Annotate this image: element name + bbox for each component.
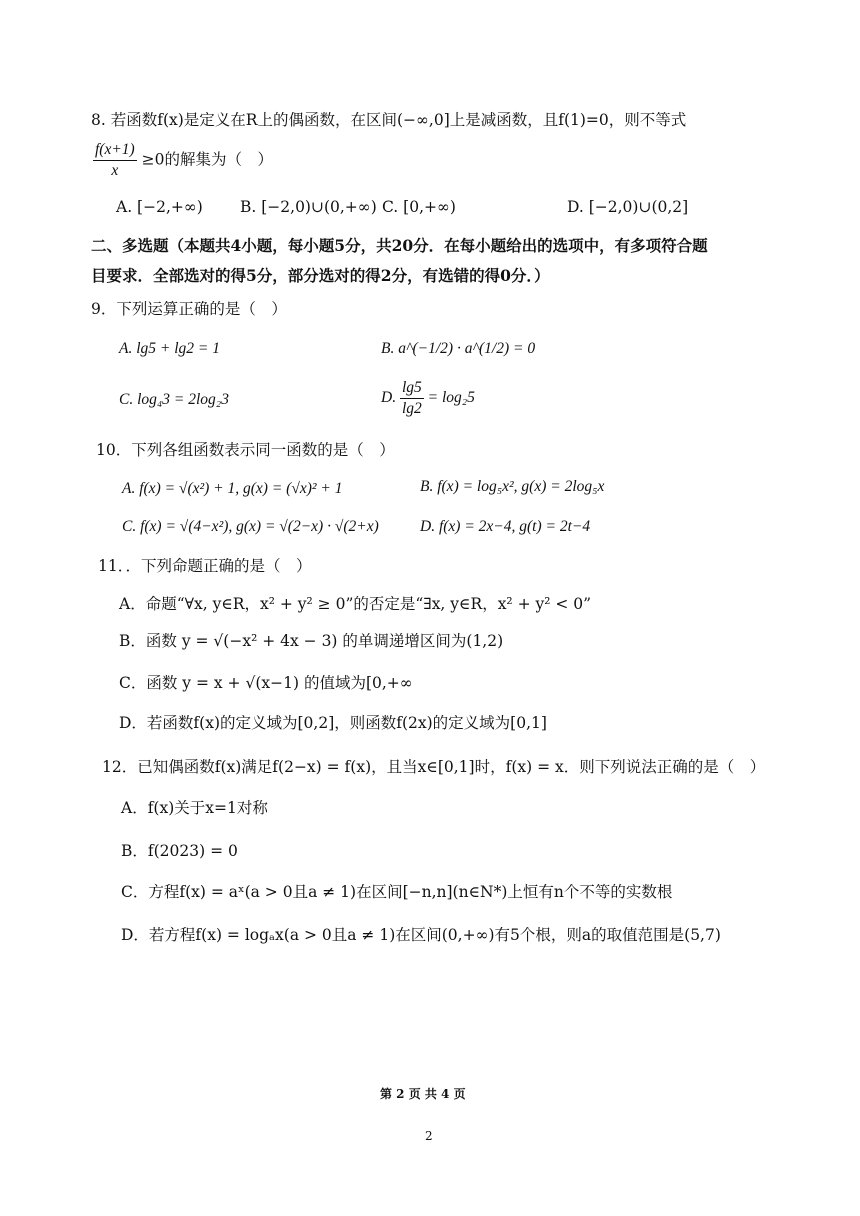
question-8-option-a: A. [−2,+∞)	[116, 198, 203, 216]
question-8-option-d: D. [−2,0)∪(0,2]	[567, 198, 689, 216]
question-11-option-d: D．若函数f(x)的定义域为[0,2]，则函数f(2x)的定义域为[0,1]	[119, 714, 547, 732]
question-9-fraction	[400, 378, 424, 419]
question-11-stem: 11．．下列命题正确的是（ ）	[98, 557, 312, 575]
question-9-option-b: B. a^(−1/2) · a^(1/2) = 0	[381, 340, 536, 357]
question-11-option-a: A．命题“∀x, y∈R，x² + y² ≥ 0”的否定是“∃x, y∈R，x² + y² < 0”	[119, 595, 592, 613]
question-9-option-a: A. lg5 + lg2 = 1	[119, 340, 220, 357]
question-9-option-d	[381, 378, 475, 419]
section-2-header-line1: 二、多选题（本题共4小题，每小题5分，共20分．在每小题给出的选项中，有多项符合题	[91, 236, 708, 255]
question-8-option-c: C. [0,+∞)	[382, 198, 456, 216]
question-9-option-c: C. log₄3 = 2log₂3	[119, 391, 229, 408]
question-12-stem: 12．已知偶函数f(x)满足f(2−x) = f(x)，且当x∈[0,1]时，f(x) = x．则下列说法正确的是（ ）	[102, 758, 766, 776]
fraction-denominator: x	[111, 162, 119, 179]
section-2-header-line2: 目要求．全部选对的得5分，部分选对的得2分，有选错的得0分．）	[91, 266, 550, 285]
question-10-option-c: C. f(x) = √(4−x²), g(x) = √(2−x) · √(2+x)	[122, 518, 379, 535]
question-8-option-b: B. [−2,0)∪(0,+∞)	[240, 198, 377, 216]
fraction-numerator: lg5	[400, 378, 424, 399]
question-10-option-b: B. f(x) = log₅x², g(x) = 2log₅x	[420, 478, 605, 495]
question-12-option-c: C．方程f(x) = aˣ(a > 0且a ≠ 1)在区间[−n,n](n∈N*)上恒有n个不等的实数根	[121, 883, 673, 901]
question-12-option-b: B．f(2023) = 0	[121, 842, 238, 860]
question-8-fraction	[93, 140, 137, 181]
question-8-stem-line2	[93, 140, 273, 181]
option-d-tail: = log₂5	[427, 389, 475, 407]
question-12-option-d: D．若方程f(x) = logₐx(a > 0且a ≠ 1)在区间(0,+∞)有5个根，则a的取值范围是(5,7)	[121, 926, 721, 944]
question-8-stem-line1: 8. 若函数f(x)是定义在R上的偶函数，在区间(−∞,0]上是减函数，且f(1)=0，则不等式	[91, 111, 687, 129]
question-8-stem-tail: ≥0的解集为（ ）	[141, 150, 274, 169]
question-12-option-a: A．f(x)关于x=1对称	[121, 799, 268, 817]
fraction-denominator: lg2	[401, 400, 422, 417]
page-footer-label: 第 2 页 共 4 页	[380, 1087, 466, 1101]
question-9-stem: 9．下列运算正确的是（ ）	[91, 300, 287, 318]
question-10-option-a: A. f(x) = √(x²) + 1, g(x) = (√x)² + 1	[122, 480, 343, 497]
question-11-option-b: B．函数 y = √(−x² + 4x − 3) 的单调递增区间为(1,2)	[119, 632, 504, 650]
page-number: 2	[425, 1129, 433, 1143]
question-11-option-c: C．函数 y = x + √(x−1) 的值域为[0,+∞	[119, 674, 413, 692]
fraction-numerator: f(x+1)	[93, 140, 137, 161]
question-10-stem: 10．下列各组函数表示同一函数的是（ ）	[96, 441, 395, 459]
option-d-label: D.	[381, 389, 397, 407]
question-10-option-d: D. f(x) = 2x−4, g(t) = 2t−4	[420, 518, 591, 535]
